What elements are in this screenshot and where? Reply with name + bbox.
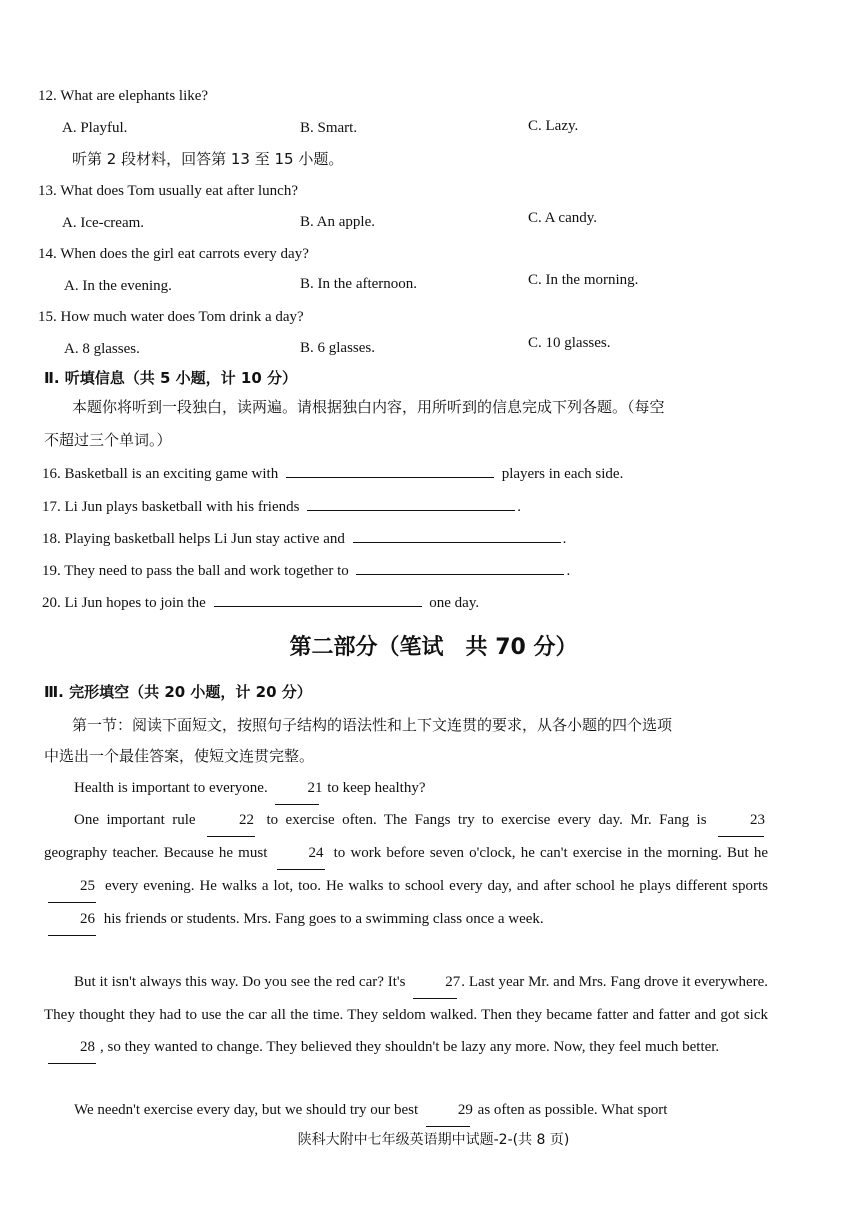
cloze-blank-29[interactable]: 29 [426,1094,470,1127]
passage-text: We needn't exercise every day, but we should try our best [74,1102,419,1118]
fill-item-16-post: players in each side. [501,466,624,482]
passage-text: every evening. He walks a lot, too. He walks to school every day, and after school he plays different sports [104,878,768,894]
q14-option-b: B. In the afternoon. [300,276,418,292]
fill-item-16 [42,461,623,484]
passage-text: , so they wanted to change. They believed they shouldn't be lazy any more. Now, they feel much better. [100,1039,720,1055]
fill-item-20-post: one day. [429,595,480,611]
passage-text: . Last year Mr. and Mrs. Fang drove it everywhere. They thought they had to use the car all the time. They seldom walked. Then they became fatter and fatter and got sick [44,974,769,1023]
section-3-instruction-line1: 第一节：阅读下面短文，按照句子结构的语法性和上下文连贯的要求，从各小题的四个选项 [72,716,673,734]
q14-option-a: A. In the evening. [64,278,172,294]
passage-paragraph-3 [44,966,768,1064]
cloze-blank-22[interactable]: 22 [207,804,255,837]
q13-option-c: C. A candy. [528,210,598,226]
fill-item-17-text: 17. Li Jun plays basketball with his friends [42,499,300,515]
cloze-blank-25[interactable]: 25 [48,870,96,903]
question-12: 12. What are elephants like? [38,88,209,104]
passage-text: But it isn't always this way. Do you see the red car? It's [74,974,406,990]
part-2-heading: 第二部分（笔试 共 70 分） [289,635,578,660]
fill-item-20 [42,590,479,613]
cloze-blank-24[interactable]: 24 [277,837,325,870]
question-14: 14. When does the girl eat carrots every day? [38,246,309,262]
cloze-blank-27[interactable]: 27 [413,966,457,999]
q15-option-b: B. 6 glasses. [300,340,375,356]
cloze-blank-26[interactable]: 26 [48,903,96,936]
passage-text: Health is important to everyone. [74,780,268,796]
passage-text: to work before seven o'clock, he can't exercise in the morning. But he [333,845,768,861]
passage-paragraph-2 [44,804,768,936]
q13-option-b: B. An apple. [300,214,375,230]
fill-item-17 [42,494,521,517]
fill-blank-16[interactable] [286,461,494,478]
q14-option-c: C. In the morning. [528,272,639,288]
section-2-instruction-line2: 不超过三个单词。） [44,431,172,449]
q12-option-a: A. Playful. [62,120,128,136]
passage-text: geography teacher. Because he must [44,845,268,861]
passage-text: to exercise often. The Fangs try to exercise every day. Mr. Fang is [266,812,707,828]
q15-option-c: C. 10 glasses. [528,335,611,351]
cloze-blank-23[interactable]: 23 [718,804,764,837]
fill-item-18 [42,526,566,549]
fill-item-19 [42,558,570,581]
passage-text: One important rule [74,812,196,828]
fill-item-17-post: . [517,499,521,515]
fill-item-20-text: 20. Li Jun hopes to join the [42,595,206,611]
fill-item-19-post: . [566,563,571,579]
q13-option-a: A. Ice-cream. [62,215,145,231]
fill-item-16-text: 16. Basketball is an exciting game with [42,466,279,482]
fill-blank-18[interactable] [353,526,561,543]
passage-text: as often as possible. What sport [477,1102,668,1118]
fill-blank-17[interactable] [307,494,515,511]
passage-text: his friends or students. Mrs. Fang goes to a swimming class once a week. [103,911,544,927]
q12-option-b: B. Smart. [300,120,358,136]
question-15: 15. How much water does Tom drink a day? [38,309,304,325]
section-2-instruction-line1: 本题你将听到一段独白，读两遍。请根据独白内容，用所听到的信息完成下列各题。（每空 [72,398,665,416]
passage-paragraph-4 [44,1094,768,1127]
q15-option-a: A. 8 glasses. [64,341,140,357]
passage-paragraph-1 [44,772,768,805]
page-footer: 陕科大附中七年级英语期中试题-2-(共 8 页) [297,1132,570,1148]
fill-item-19-text: 19. They need to pass the ball and work together to [42,563,349,579]
section-3-title: Ⅲ. 完形填空（共 20 小题，计 20 分） [44,683,312,701]
fill-blank-19[interactable] [356,558,564,575]
section-3-instruction-line2: 中选出一个最佳答案，使短文连贯完整。 [44,747,315,765]
cloze-blank-21[interactable]: 21 [275,772,319,805]
section-2-title: Ⅱ. 听填信息（共 5 小题，计 10 分） [44,369,298,387]
material-2-note: 听第 2 段材料，回答第 13 至 15 小题。 [72,150,344,168]
fill-item-18-post: . [562,531,567,547]
fill-item-18-text: 18. Playing basketball helps Li Jun stay active and [42,531,345,547]
passage-text: to keep healthy? [327,780,426,796]
question-13: 13. What does Tom usually eat after lunch? [38,183,298,199]
fill-blank-20[interactable] [214,590,422,607]
q12-option-c: C. Lazy. [528,118,579,134]
cloze-blank-28[interactable]: 28 [48,1031,96,1064]
